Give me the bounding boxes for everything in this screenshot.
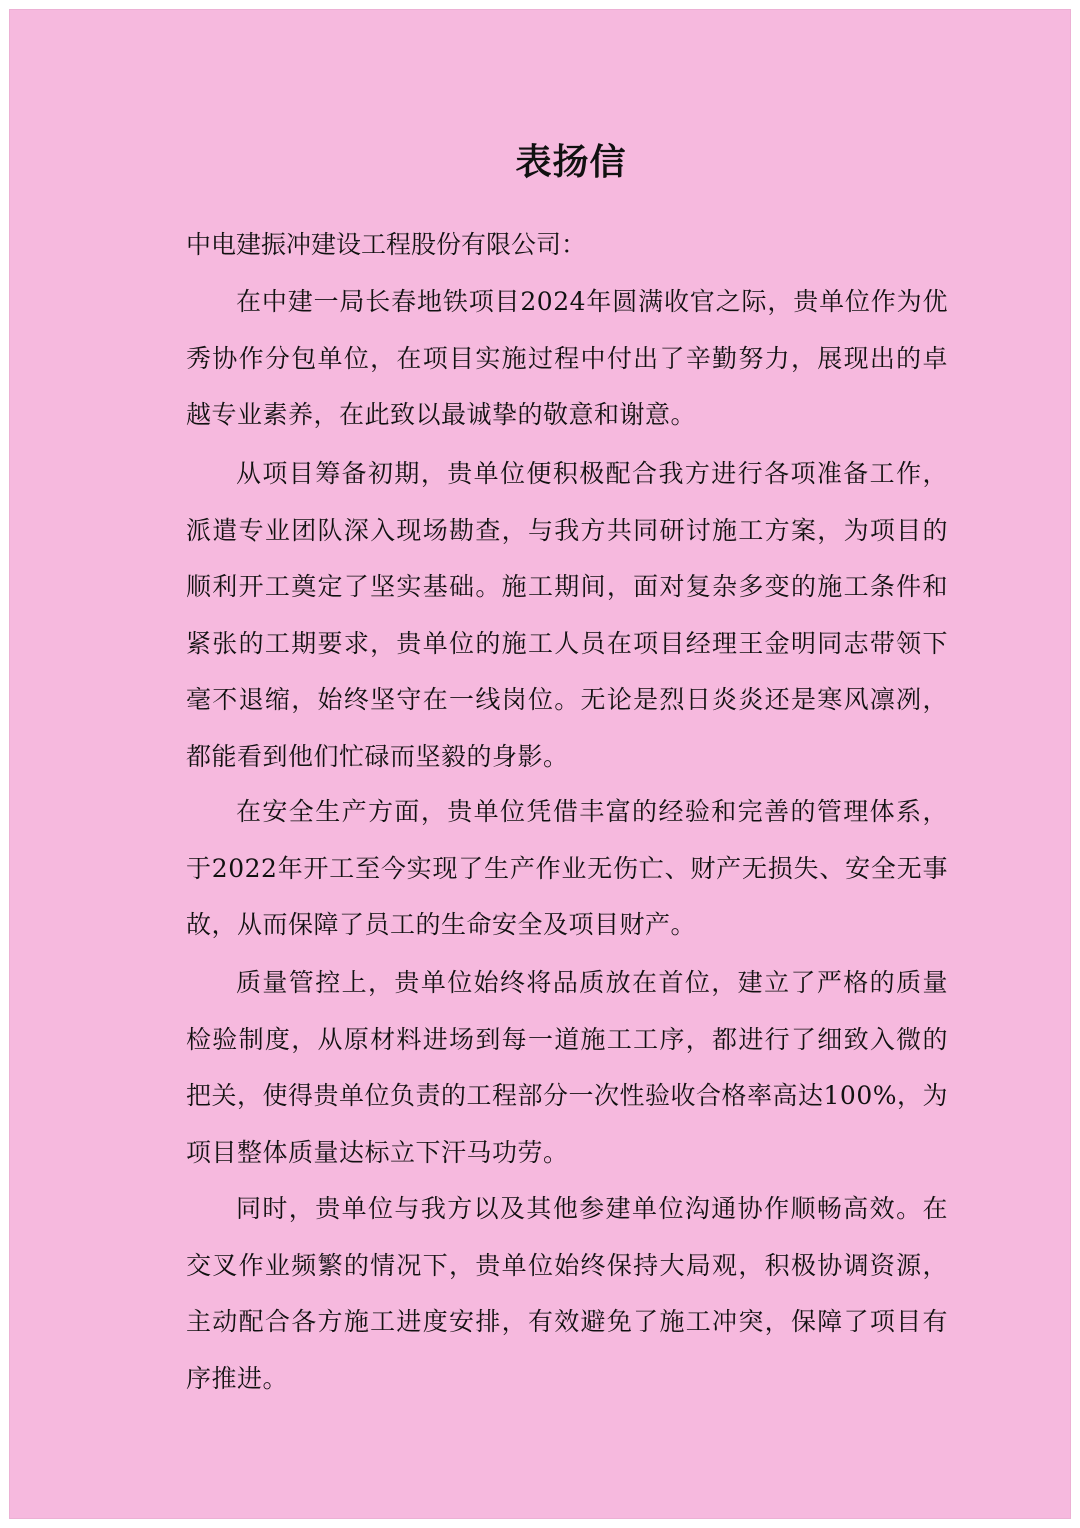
paragraph-intro: 在中建一局长春地铁项目2024年圆满收官之际，贵单位作为优秀协作分包单位，在项目实施过程中付出了辛勤努力，展现出的卓越专业素养，在此致以最诚挚的敬意和谢意。	[186, 287, 948, 429]
paragraph-quality: 质量管控上，贵单位始终将品质放在首位，建立了严格的质量检验制度，从原材料进场到每一道施工工序，都进行了细致入微的把关，使得贵单位负责的工程部分一次性验收合格率高达100%，为项目整体质量达标立下汗马功劳。	[186, 968, 948, 1167]
paragraph-preparation: 从项目筹备初期，贵单位便积极配合我方进行各项准备工作，派遣专业团队深入现场勘查，与我方共同研讨施工方案，为项目的顺利开工奠定了坚实基础。施工期间，面对复杂多变的施工条件和紧张的工期要求，贵单位的施工人员在项目经理王金明同志带领下毫不退缩，始终坚守在一线岗位。无论是烈日炎炎还是寒风凛冽，都能看到他们忙碌而坚毅的身影。	[186, 459, 948, 771]
paragraph-safety: 在安全生产方面，贵单位凭借丰富的经验和完善的管理体系，于2022年开工至今实现了生产作业无伤亡、财产无损失、安全无事故，从而保障了员工的生命安全及项目财产。	[186, 797, 948, 939]
letter-page	[9, 9, 1071, 1519]
letter-title: 表扬信	[515, 142, 627, 183]
paragraph-coordination: 同时，贵单位与我方以及其他参建单位沟通协作顺畅高效。在交叉作业频繁的情况下，贵单位始终保持大局观，积极协调资源，主动配合各方施工进度安排，有效避免了施工冲突，保障了项目有序推进。	[186, 1194, 948, 1393]
letter-salutation: 中电建振冲建设工程股份有限公司：	[186, 230, 587, 259]
